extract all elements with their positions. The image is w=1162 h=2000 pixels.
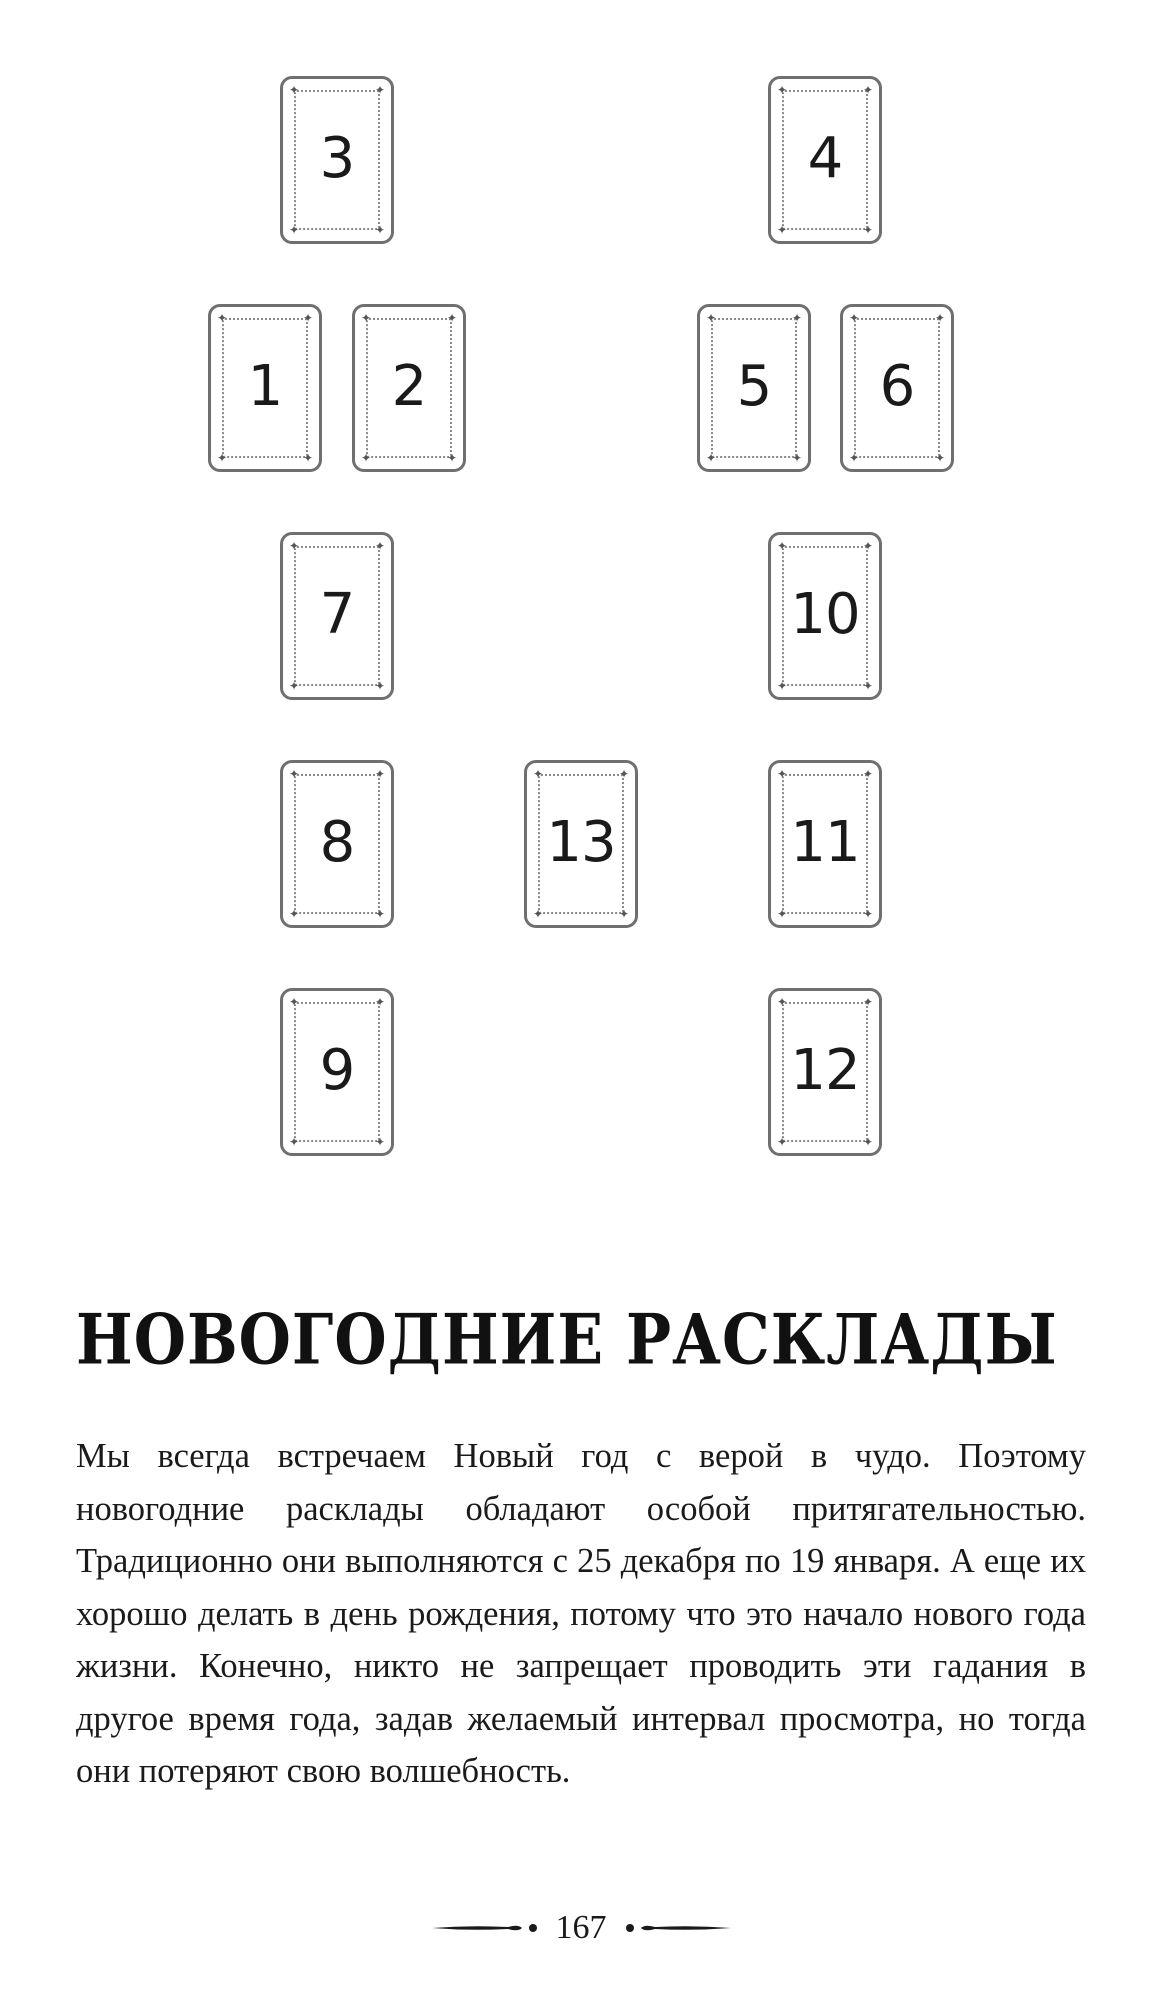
corner-ornament-icon: ✦ xyxy=(288,907,300,921)
section-title: НОВОГОДНИЕ РАСКЛАДЫ xyxy=(76,1300,1058,1381)
corner-ornament-icon: ✦ xyxy=(776,679,788,693)
corner-ornament-icon: ✦ xyxy=(862,679,874,693)
corner-ornament-icon: ✦ xyxy=(862,539,874,553)
corner-ornament-icon: ✦ xyxy=(618,767,630,781)
card-number: 5 xyxy=(736,354,772,420)
card-number: 10 xyxy=(790,582,860,648)
corner-ornament-icon: ✦ xyxy=(216,451,228,465)
corner-ornament-icon: ✦ xyxy=(374,767,386,781)
card-8 xyxy=(280,760,394,928)
page-footer xyxy=(0,1908,1162,1948)
corner-ornament-icon: ✦ xyxy=(360,451,372,465)
corner-ornament-icon: ✦ xyxy=(288,83,300,97)
left-ornament-icon xyxy=(430,1920,540,1936)
corner-ornament-icon: ✦ xyxy=(862,1135,874,1149)
corner-ornament-icon: ✦ xyxy=(446,451,458,465)
corner-ornament-icon: ✦ xyxy=(288,539,300,553)
corner-ornament-icon: ✦ xyxy=(360,311,372,325)
corner-ornament-icon: ✦ xyxy=(776,223,788,237)
corner-ornament-icon: ✦ xyxy=(446,311,458,325)
corner-ornament-icon: ✦ xyxy=(776,907,788,921)
card-number: 4 xyxy=(807,126,843,192)
body-paragraph: Мы всегда встречаем Новый год с верой в чудо. Поэтому новогодние расклады обладают особой притягательностью. Традиционно они выполняются с 25 декабря по 19 января. А еще их хорошо делать в день рождения, потому что это начало нового года жизни. Конечно, никто не запрещает проводить эти гадания в другое время года, задав желаемый интервал просмотра, но тогда они потеряют свою волшебность. xyxy=(76,1437,1086,1790)
corner-ornament-icon: ✦ xyxy=(374,907,386,921)
card-5 xyxy=(697,304,811,472)
corner-ornament-icon: ✦ xyxy=(374,679,386,693)
corner-ornament-icon: ✦ xyxy=(776,767,788,781)
corner-ornament-icon: ✦ xyxy=(532,907,544,921)
corner-ornament-icon: ✦ xyxy=(288,767,300,781)
card-13 xyxy=(524,760,638,928)
right-ornament-icon xyxy=(623,1920,733,1936)
corner-ornament-icon: ✦ xyxy=(288,679,300,693)
card-10 xyxy=(768,532,882,700)
corner-ornament-icon: ✦ xyxy=(302,311,314,325)
corner-ornament-icon: ✦ xyxy=(848,451,860,465)
page-number: 167 xyxy=(555,1909,607,1946)
corner-ornament-icon: ✦ xyxy=(374,223,386,237)
corner-ornament-icon: ✦ xyxy=(302,451,314,465)
card-number: 8 xyxy=(319,810,355,876)
card-number: 3 xyxy=(319,126,355,192)
card-number: 2 xyxy=(391,354,427,420)
corner-ornament-icon: ✦ xyxy=(862,907,874,921)
card-12 xyxy=(768,988,882,1156)
corner-ornament-icon: ✦ xyxy=(791,451,803,465)
corner-ornament-icon: ✦ xyxy=(862,223,874,237)
corner-ornament-icon: ✦ xyxy=(288,1135,300,1149)
corner-ornament-icon: ✦ xyxy=(862,83,874,97)
card-9 xyxy=(280,988,394,1156)
corner-ornament-icon: ✦ xyxy=(374,995,386,1009)
corner-ornament-icon: ✦ xyxy=(776,1135,788,1149)
corner-ornament-icon: ✦ xyxy=(705,451,717,465)
corner-ornament-icon: ✦ xyxy=(776,83,788,97)
corner-ornament-icon: ✦ xyxy=(934,311,946,325)
card-1 xyxy=(208,304,322,472)
corner-ornament-icon: ✦ xyxy=(374,1135,386,1149)
corner-ornament-icon: ✦ xyxy=(288,223,300,237)
corner-ornament-icon: ✦ xyxy=(862,995,874,1009)
card-6 xyxy=(840,304,954,472)
corner-ornament-icon: ✦ xyxy=(374,83,386,97)
corner-ornament-icon: ✦ xyxy=(618,907,630,921)
corner-ornament-icon: ✦ xyxy=(934,451,946,465)
card-number: 7 xyxy=(319,582,355,648)
card-number: 9 xyxy=(319,1038,355,1104)
corner-ornament-icon: ✦ xyxy=(776,539,788,553)
corner-ornament-icon: ✦ xyxy=(288,995,300,1009)
corner-ornament-icon: ✦ xyxy=(532,767,544,781)
card-7 xyxy=(280,532,394,700)
card-3 xyxy=(280,76,394,244)
card-number: 1 xyxy=(247,354,283,420)
corner-ornament-icon: ✦ xyxy=(791,311,803,325)
card-2 xyxy=(352,304,466,472)
card-number: 11 xyxy=(790,810,860,876)
corner-ornament-icon: ✦ xyxy=(374,539,386,553)
card-number: 6 xyxy=(879,354,915,420)
corner-ornament-icon: ✦ xyxy=(776,995,788,1009)
card-number: 13 xyxy=(546,810,616,876)
corner-ornament-icon: ✦ xyxy=(862,767,874,781)
card-11 xyxy=(768,760,882,928)
card-number: 12 xyxy=(790,1038,860,1104)
corner-ornament-icon: ✦ xyxy=(216,311,228,325)
corner-ornament-icon: ✦ xyxy=(848,311,860,325)
card-4 xyxy=(768,76,882,244)
corner-ornament-icon: ✦ xyxy=(705,311,717,325)
